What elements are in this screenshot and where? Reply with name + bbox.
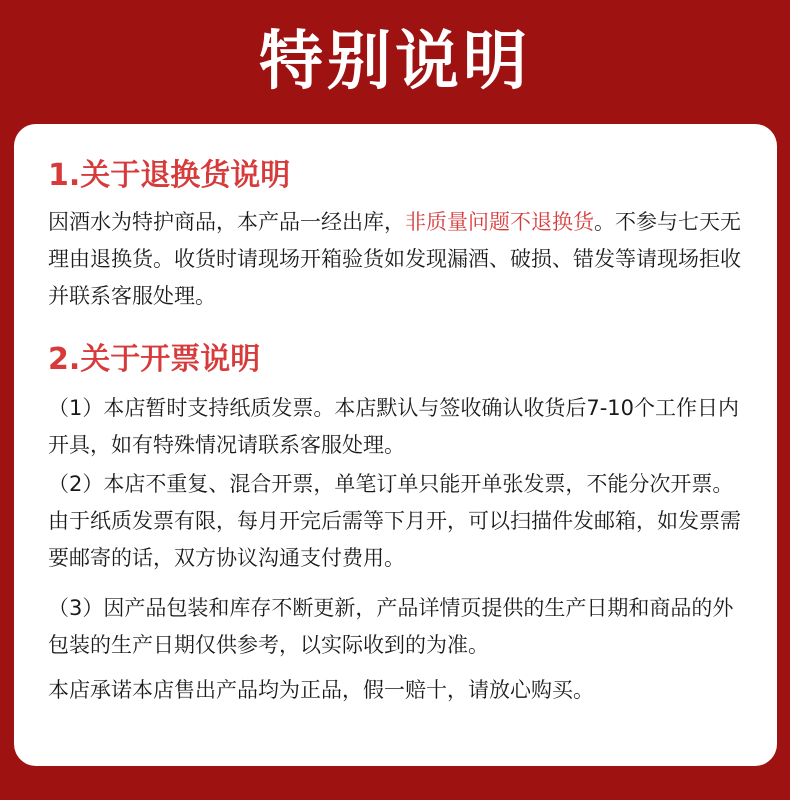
invoice-item-3: （3）因产品包装和库存不断更新，产品详情页提供的生产日期和商品的外包装的生产日期仅供参考，以实际收到的为准。: [48, 596, 734, 657]
returns-text-end: 。不参与七天无理由退换货。收货时请现场开箱验货如发现漏酒、破损、错发等请现场拒收并联系客服处理。: [48, 210, 741, 308]
section-heading-invoice: 2.关于开票说明: [48, 342, 261, 377]
returns-policy-text: [48, 204, 753, 315]
no-return-highlight: 非质量问题不退换货: [405, 210, 594, 234]
notice-card: [14, 124, 777, 766]
invoice-item-1: （1）本店暂时支持纸质发票。本店默认与签收确认收货后7-10个工作日内开具，如有特殊情况请联系客服处理。: [48, 396, 740, 457]
invoice-item-2: （2）本店不重复、混合开票，单笔订单只能开单张发票，不能分次开票。由于纸质发票有限，每月开完后需等下月开，可以扫描件发邮箱，如发票需要邮寄的话，双方协议沟通支付费用。: [48, 472, 741, 570]
page-title: 特别说明: [259, 25, 531, 99]
returns-text-start: 因酒水为特护商品，本产品一经出库，: [48, 210, 405, 234]
section-heading-returns: 1.关于退换货说明: [48, 158, 291, 193]
authenticity-promise: 本店承诺本店售出产品均为正品，假一赔十，请放心购买。: [48, 678, 594, 702]
